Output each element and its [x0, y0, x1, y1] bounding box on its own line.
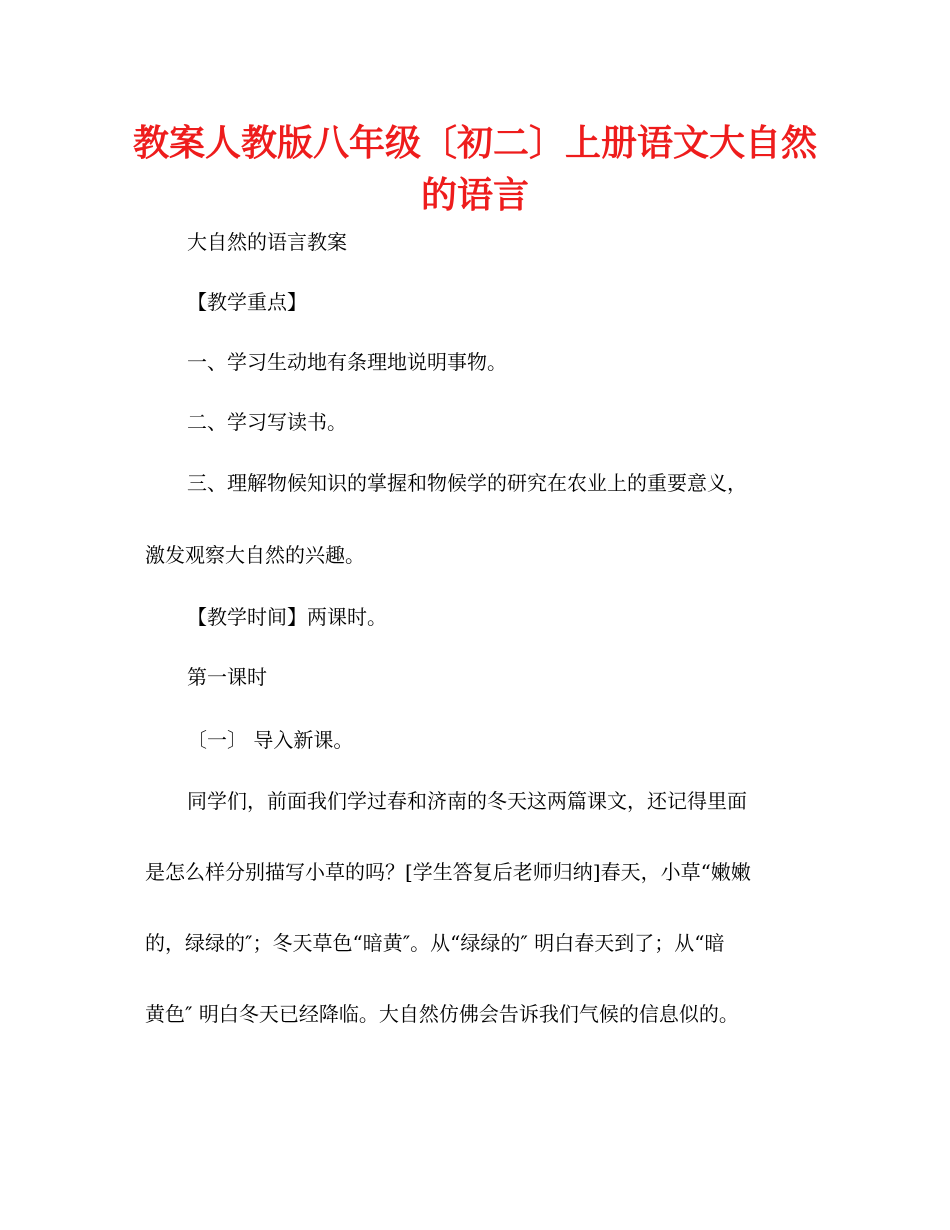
focus-item-3-continued: 激发观察大自然的兴趣。	[145, 543, 365, 567]
section-label-teaching-focus: 【教学重点】	[187, 290, 307, 314]
step-heading-intro: 〔一〕 导入新课。	[187, 728, 354, 752]
body-paragraph-line-2: 是怎么样分别描写小草的吗？[学生答复后老师归纳]春天，小草“嫩嫩	[145, 860, 751, 884]
body-paragraph-line-3: 的，绿绿的″；冬天草色“暗黄″。从“绿绿的″ 明白春天到了；从“暗	[145, 931, 725, 955]
paragraph-heading: 大自然的语言教案	[187, 230, 347, 254]
body-paragraph-line-1: 同学们，前面我们学过春和济南的冬天这两篇课文，还记得里面	[187, 789, 747, 813]
document-title: 教案人教版八年级〔初二〕上册语文大自然的语言	[132, 123, 817, 216]
section-label-teaching-time: 【教学时间】两课时。	[187, 605, 387, 629]
lesson-heading: 第一课时	[187, 665, 267, 689]
focus-item-3: 三、理解物候知识的掌握和物候学的研究在农业上的重要意义，	[187, 471, 747, 495]
body-paragraph-line-4: 黄色″ 明白冬天已经降临。大自然仿佛会告诉我们气候的信息似的。	[145, 1002, 739, 1026]
focus-item-2: 二、学习写读书。	[187, 410, 347, 434]
focus-item-1: 一、学习生动地有条理地说明事物。	[187, 350, 507, 374]
